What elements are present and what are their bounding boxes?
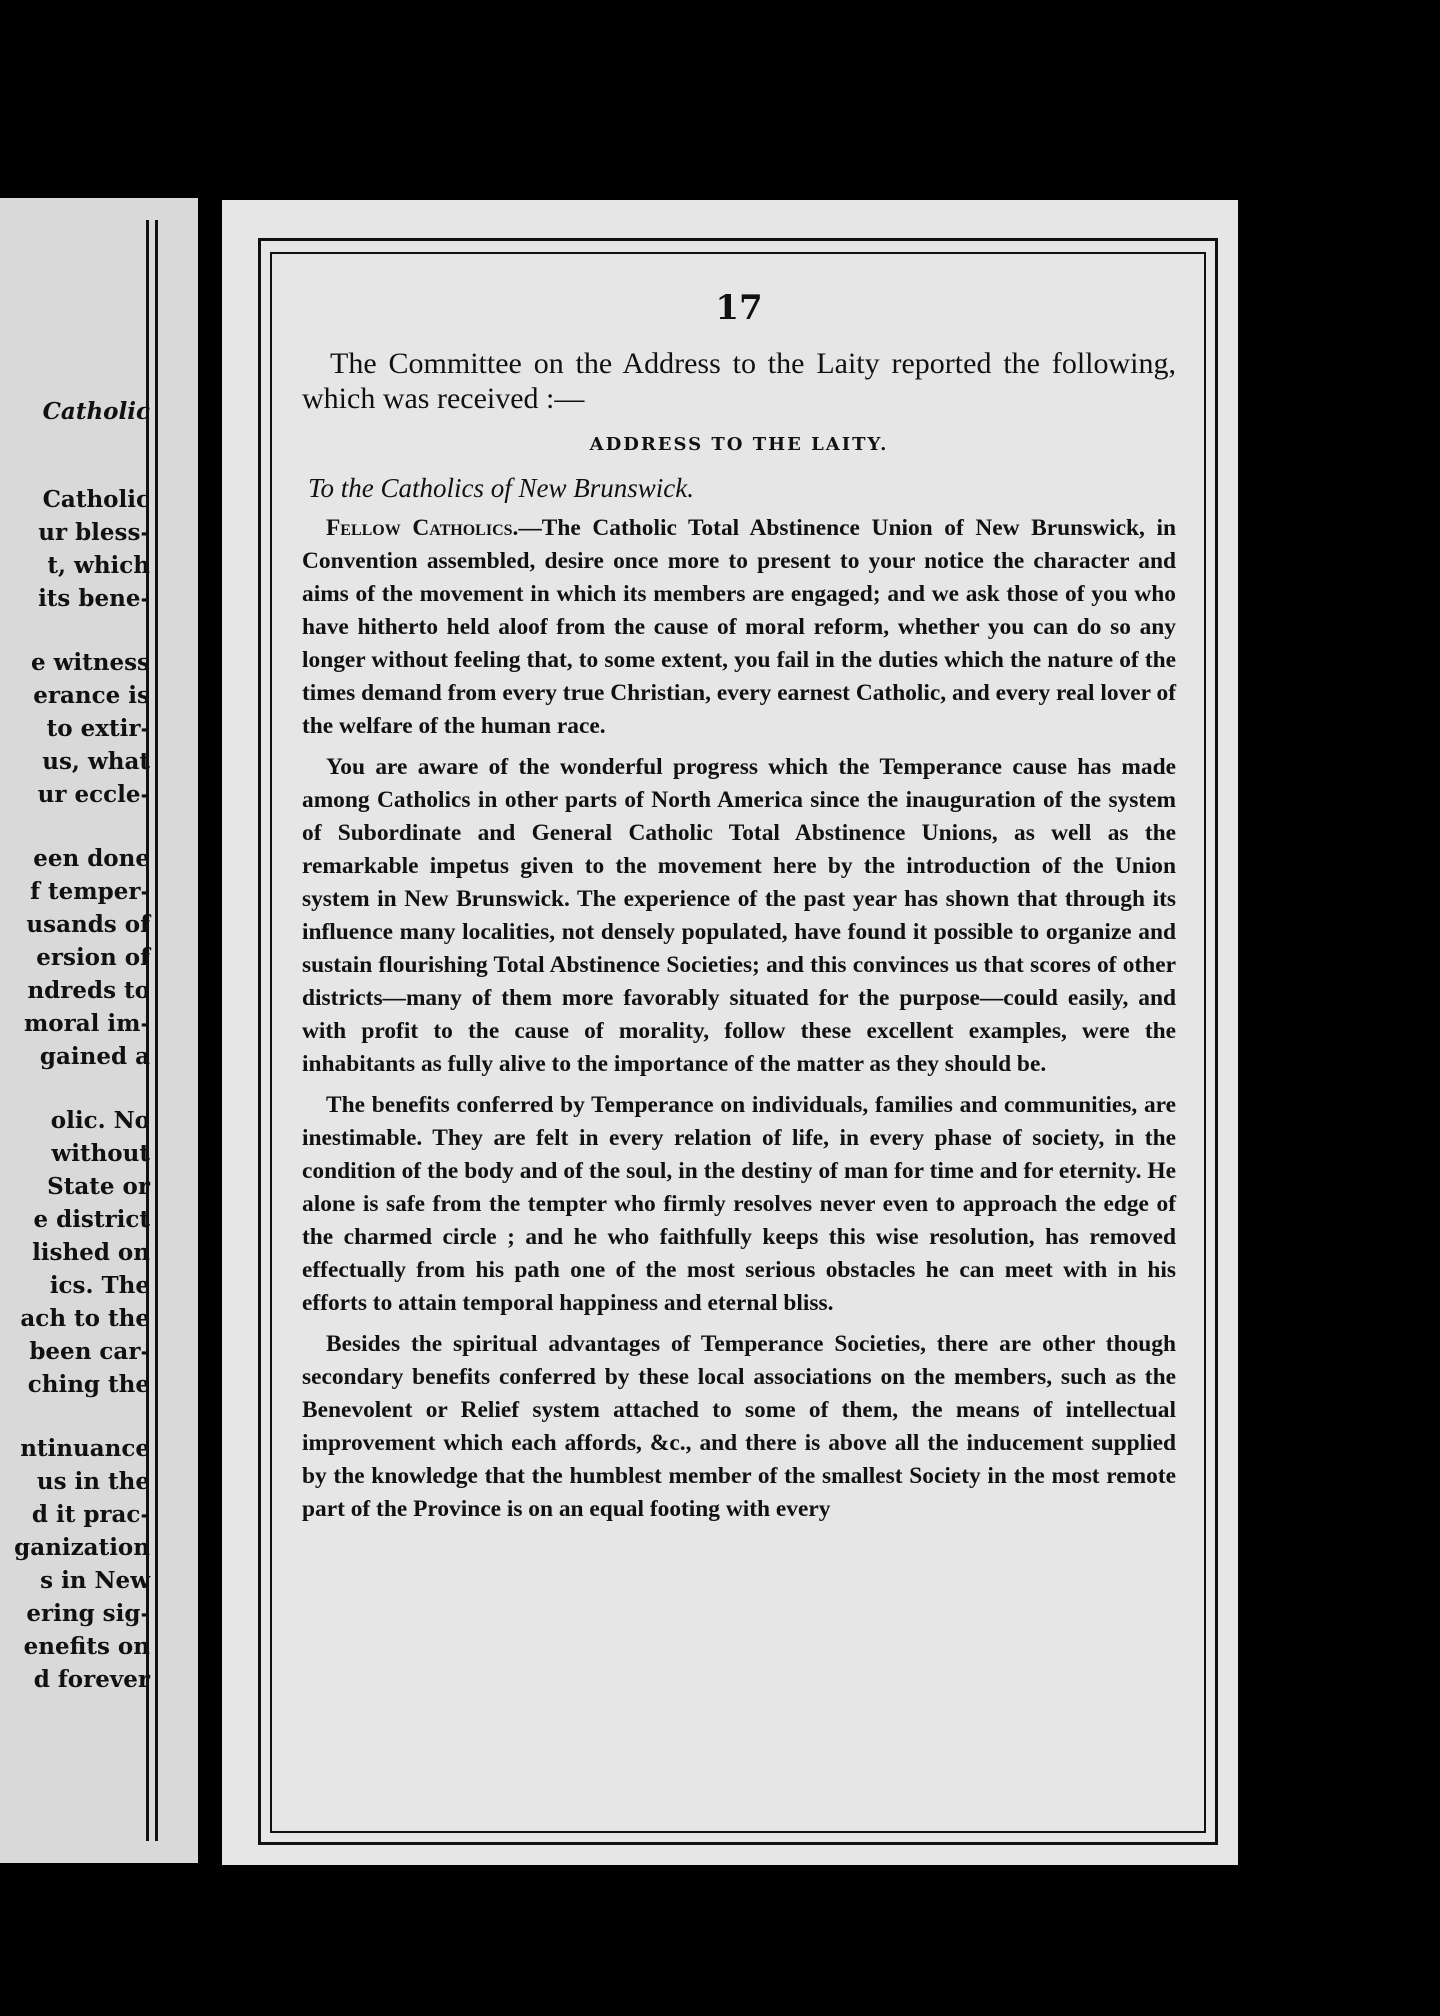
facing-page-line: without — [51, 1140, 150, 1167]
facing-page-line: ntinuance — [20, 1435, 150, 1462]
facing-page-line: erance is — [33, 682, 150, 709]
facing-page-line: ganization — [14, 1534, 150, 1561]
intro-paragraph: The Committee on the Address to the Laity reported the following, which was received :— — [302, 347, 1176, 415]
facing-page-line: t, which — [47, 552, 150, 579]
facing-page-line: een done — [33, 845, 150, 872]
facing-page-line: s in New — [40, 1567, 150, 1594]
facing-page-line: lished on — [32, 1239, 150, 1266]
facing-page-line: State or — [47, 1173, 150, 1200]
paragraph-2: You are aware of the wonderful progress which the Temperance cause has made among Catholics in other parts of North America since the inauguration of the system of Subordinate and General Catholic Total Abstinence Unions, as well as the remarkable impetus given to the movement here by the introduction of the Union system in New Brunswick. The experience of the past year has shown that through its influence many localities, not densely populated, have found it possible to organize and sustain flourishing Total Abstinence Societies; and this convinces us that scores of other districts—many of them more favorably situated for the purpose—could easily, and with profit to the cause of morality, follow these excellent examples, were the inhabitants as fully alive to the importance of the matter as they should be. — [302, 754, 1176, 1077]
salutation: To the Catholics of New Brunswick. — [308, 473, 695, 503]
paragraph-1-lead: Fellow Catholics. — [326, 515, 519, 541]
facing-page-line: ics. The — [49, 1272, 150, 1299]
facing-page-line: ering sig- — [26, 1600, 150, 1627]
facing-page-line: d forever — [33, 1666, 150, 1693]
facing-page-line: ur eccle- — [37, 781, 150, 808]
section-heading: ADDRESS TO THE LAITY. — [589, 434, 889, 455]
paragraph-3: The benefits conferred by Temperance on individuals, families and communities, are inestimable. They are felt in every relation of life, in every phase of society, in the condition of the body and of the soul, in the destiny of man for time and for eternity. He alone is safe from the tempter who firmly resolves never even to approach the edge of the charmed circle ; and he who faithfully keeps this wise resolution, has removed effectually from his path one of the most serious obstacles he can meet with in his efforts to attain temporal happiness and eternal bliss. — [302, 1092, 1176, 1316]
page — [222, 200, 1238, 1865]
facing-page-line: been car- — [29, 1338, 150, 1365]
facing-page-line: ching the — [27, 1371, 150, 1398]
facing-page-line: ach to the — [20, 1305, 150, 1332]
page-content — [302, 288, 1176, 1534]
facing-page — [0, 198, 198, 1863]
facing-page-line: olic. No — [50, 1107, 150, 1134]
facing-page-line: moral im- — [23, 1010, 150, 1037]
facing-page-line: usands of — [26, 911, 150, 938]
facing-page-line: ersion of — [36, 944, 150, 971]
facing-page-line: its bene- — [38, 585, 150, 612]
facing-page-line: us, what — [42, 748, 150, 775]
facing-page-line: to extir- — [46, 715, 150, 742]
facing-page-line: Catholic — [42, 486, 150, 513]
facing-page-line: enefits on — [23, 1633, 150, 1660]
facing-page-line: gained a — [39, 1043, 150, 1070]
facing-page-line: e district — [33, 1206, 150, 1233]
paragraph-4: Besides the spiritual advantages of Temperance Societies, there are other though secondary benefits conferred by these local associations on the members, such as the Benevolent or Relief system attached to some of them, the means of intellectual improvement which each affords, &c., and there is above all the inducement supplied by the knowledge that the humblest member of the smallest Society in the most remote part of the Province is on an equal footing with every — [302, 1331, 1176, 1522]
paragraph-1-body: —The Catholic Total Abstinence Union of New Brunswick, in Convention assembled, desire once more to present to your notice the character and aims of the movement in which its members are engaged; and we ask those of you who have hitherto held aloof from the cause of moral reform, whether you can do so any longer without feeling that, to some extent, you fail in the duties which the nature of the times demand from every true Christian, every earnest Catholic, and every real lover of the welfare of the human race. — [302, 515, 1176, 739]
page-number: 17 — [715, 288, 763, 328]
facing-page-line: us in the — [36, 1468, 150, 1495]
facing-page-line: d it prac- — [31, 1501, 150, 1528]
paragraph-1 — [302, 512, 1176, 743]
facing-page-line: e witness — [30, 649, 150, 676]
facing-page-line: Catholic — [42, 398, 150, 425]
facing-page-line: f temper- — [30, 878, 150, 905]
facing-page-line: ur bless- — [38, 519, 150, 546]
facing-page-line: ndreds to — [27, 977, 150, 1004]
